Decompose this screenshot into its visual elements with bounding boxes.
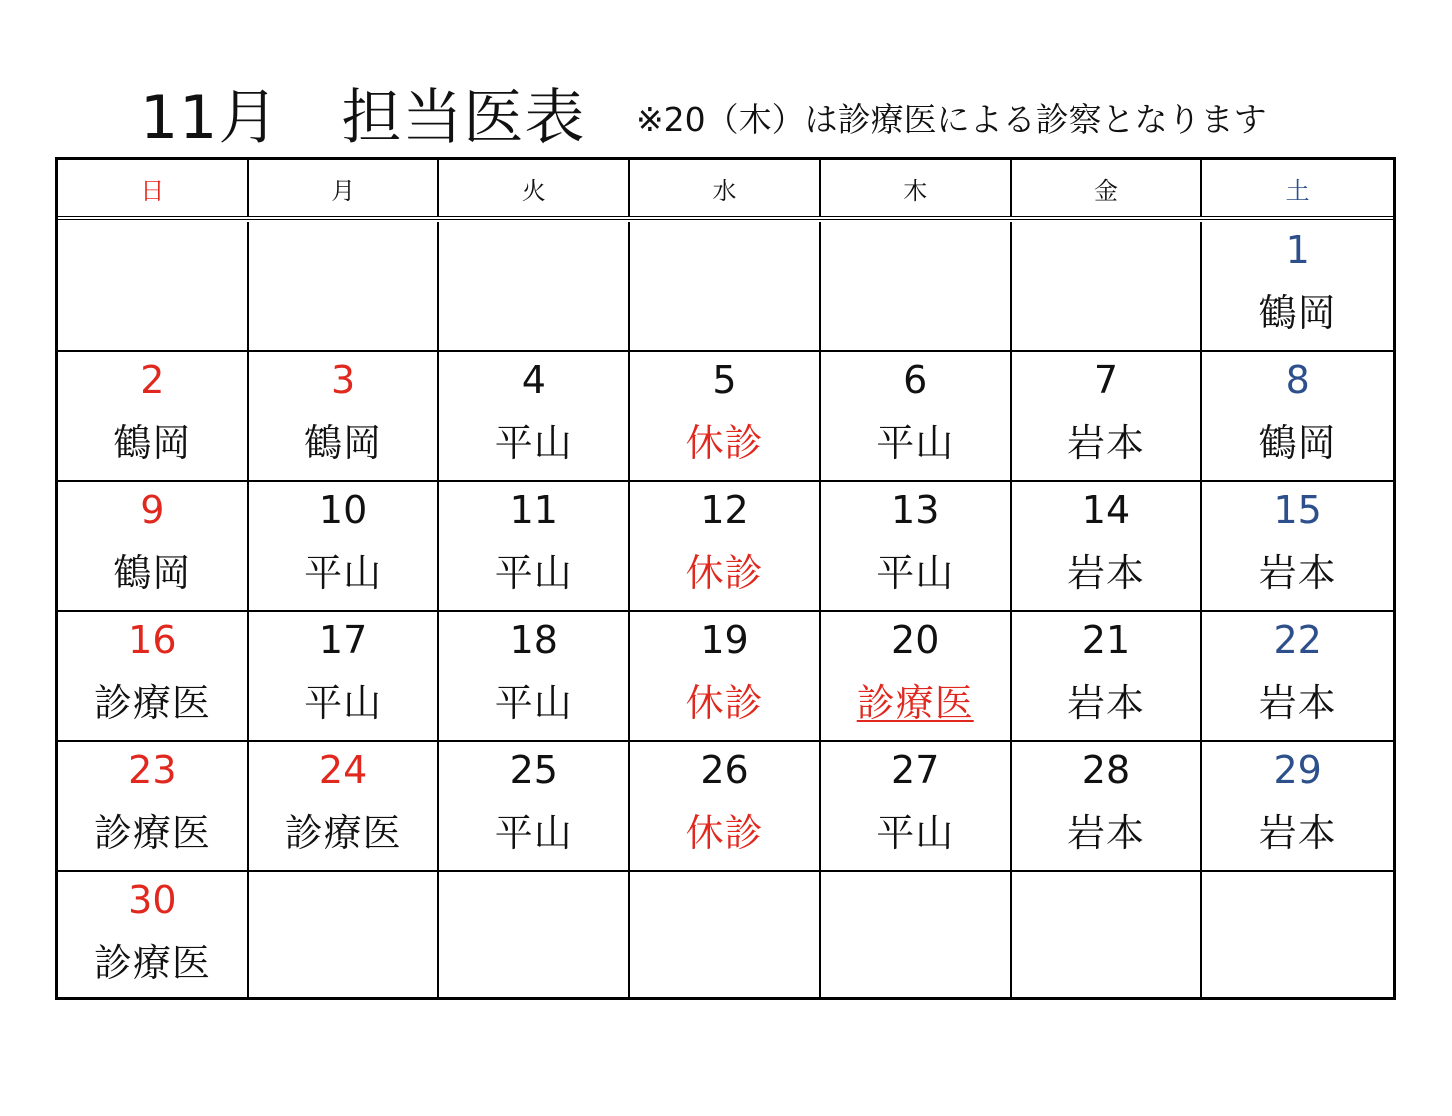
day-number: 30 [128, 878, 177, 922]
doctor-name: 平山 [876, 551, 955, 595]
day-number: 1 [1285, 228, 1310, 272]
doctor-name: 岩本 [1066, 551, 1145, 595]
doctor-schedule-calendar [55, 157, 1396, 1000]
doctor-name: 岩本 [1258, 681, 1337, 725]
doctor-name: 鶴岡 [1258, 421, 1337, 465]
day-number: 11 [509, 488, 558, 532]
day-number: 18 [509, 618, 558, 662]
week-row [58, 612, 1393, 742]
doctor-name: 平山 [494, 551, 573, 595]
doctor-name: 診療医 [93, 941, 211, 985]
doctor-name: 平山 [304, 681, 383, 725]
day-number: 10 [318, 488, 368, 532]
day-cell [630, 482, 821, 610]
day-number: 2 [140, 358, 165, 402]
doctor-name: 平山 [876, 421, 955, 465]
calendar-weeks [58, 222, 1393, 1000]
day-cell [1012, 482, 1203, 610]
empty-day-cell [1202, 872, 1393, 1000]
doctor-name: 診療医 [93, 811, 211, 855]
week-row [58, 872, 1393, 1000]
weekday-header-fri: 金 [1012, 160, 1203, 216]
day-number: 6 [903, 358, 928, 402]
day-number: 17 [318, 618, 368, 662]
doctor-name: 岩本 [1066, 421, 1145, 465]
day-cell [58, 482, 249, 610]
day-cell [1202, 742, 1393, 870]
weekday-header-tue: 火 [439, 160, 630, 216]
day-number: 22 [1273, 618, 1322, 662]
day-number: 12 [700, 488, 749, 532]
day-number: 5 [712, 358, 737, 402]
day-cell [821, 742, 1012, 870]
day-number: 24 [318, 748, 368, 792]
doctor-name: 休診 [685, 811, 764, 855]
day-cell [249, 482, 440, 610]
doctor-name: 鶴岡 [304, 421, 383, 465]
day-number: 29 [1273, 748, 1322, 792]
empty-day-cell [630, 222, 821, 350]
doctor-name: 鶴岡 [113, 421, 192, 465]
day-cell [1202, 612, 1393, 740]
doctor-name: 休診 [685, 421, 764, 465]
doctor-name: 平山 [494, 421, 573, 465]
day-number: 3 [330, 358, 356, 402]
page-title [140, 78, 585, 158]
day-number: 25 [509, 748, 558, 792]
day-number: 14 [1081, 488, 1131, 532]
week-row [58, 352, 1393, 482]
day-cell [439, 742, 630, 870]
doctor-name: 平山 [494, 681, 573, 725]
weekday-header-wed: 水 [630, 160, 821, 216]
day-cell [630, 612, 821, 740]
empty-day-cell [249, 872, 440, 1000]
doctor-name: 鶴岡 [1258, 291, 1337, 335]
day-number: 21 [1081, 618, 1131, 662]
day-number: 16 [128, 618, 177, 662]
empty-day-cell [630, 872, 821, 1000]
doctor-name: 平山 [494, 811, 573, 855]
empty-day-cell [439, 222, 630, 350]
title-month: 11月 [140, 83, 280, 153]
weekday-header-thu: 木 [821, 160, 1012, 216]
doctor-name: 休診 [685, 681, 764, 725]
doctor-name: 岩本 [1066, 811, 1145, 855]
doctor-name: 岩本 [1066, 681, 1145, 725]
day-cell [439, 612, 630, 740]
weekday-header-mon: 月 [249, 160, 440, 216]
day-cell [439, 482, 630, 610]
day-cell [821, 352, 1012, 480]
day-cell [249, 352, 440, 480]
day-cell [1202, 222, 1393, 350]
day-number: 15 [1273, 488, 1322, 532]
day-cell [1012, 742, 1203, 870]
day-cell [630, 742, 821, 870]
day-cell [630, 352, 821, 480]
day-cell [821, 612, 1012, 740]
empty-day-cell [1012, 872, 1203, 1000]
day-cell [249, 742, 440, 870]
doctor-name: 岩本 [1258, 551, 1337, 595]
empty-day-cell [58, 222, 249, 350]
day-cell [1202, 482, 1393, 610]
doctor-name: 岩本 [1258, 811, 1337, 855]
doctor-name: 平山 [876, 811, 955, 855]
day-number: 23 [128, 748, 177, 792]
schedule-note: ※20（木）は診療医による診察となります [636, 100, 1267, 139]
title-label: 担当医表 [341, 83, 586, 153]
day-cell [249, 612, 440, 740]
day-cell [1012, 612, 1203, 740]
empty-day-cell [439, 872, 630, 1000]
weekday-header-sun: 日 [58, 160, 249, 216]
doctor-name: 診療医 [93, 681, 211, 725]
day-number: 13 [891, 488, 940, 532]
weekday-header-row [58, 160, 1393, 220]
day-cell [58, 742, 249, 870]
week-row [58, 482, 1393, 612]
empty-day-cell [249, 222, 440, 350]
day-number: 9 [140, 488, 165, 532]
day-number: 8 [1285, 358, 1310, 402]
week-row [58, 742, 1393, 872]
day-cell [58, 352, 249, 480]
day-cell [1202, 352, 1393, 480]
day-number: 27 [891, 748, 940, 792]
day-cell [58, 612, 249, 740]
doctor-name: 鶴岡 [113, 551, 192, 595]
day-number: 28 [1081, 748, 1131, 792]
doctor-name: 平山 [304, 551, 383, 595]
empty-day-cell [1012, 222, 1203, 350]
day-cell [58, 872, 249, 1000]
weekday-header-sat: 土 [1285, 176, 1310, 205]
day-cell [439, 352, 630, 480]
day-cell [821, 482, 1012, 610]
doctor-name: 診療医 [856, 681, 974, 725]
empty-day-cell [821, 222, 1012, 350]
day-number: 20 [891, 618, 940, 662]
day-number: 26 [700, 748, 749, 792]
doctor-name: 診療医 [284, 811, 402, 855]
doctor-name: 休診 [685, 551, 764, 595]
day-number: 7 [1093, 358, 1119, 402]
empty-day-cell [821, 872, 1012, 1000]
day-number: 4 [521, 358, 546, 402]
day-number: 19 [700, 618, 749, 662]
day-cell [1012, 352, 1203, 480]
week-row [58, 222, 1393, 352]
